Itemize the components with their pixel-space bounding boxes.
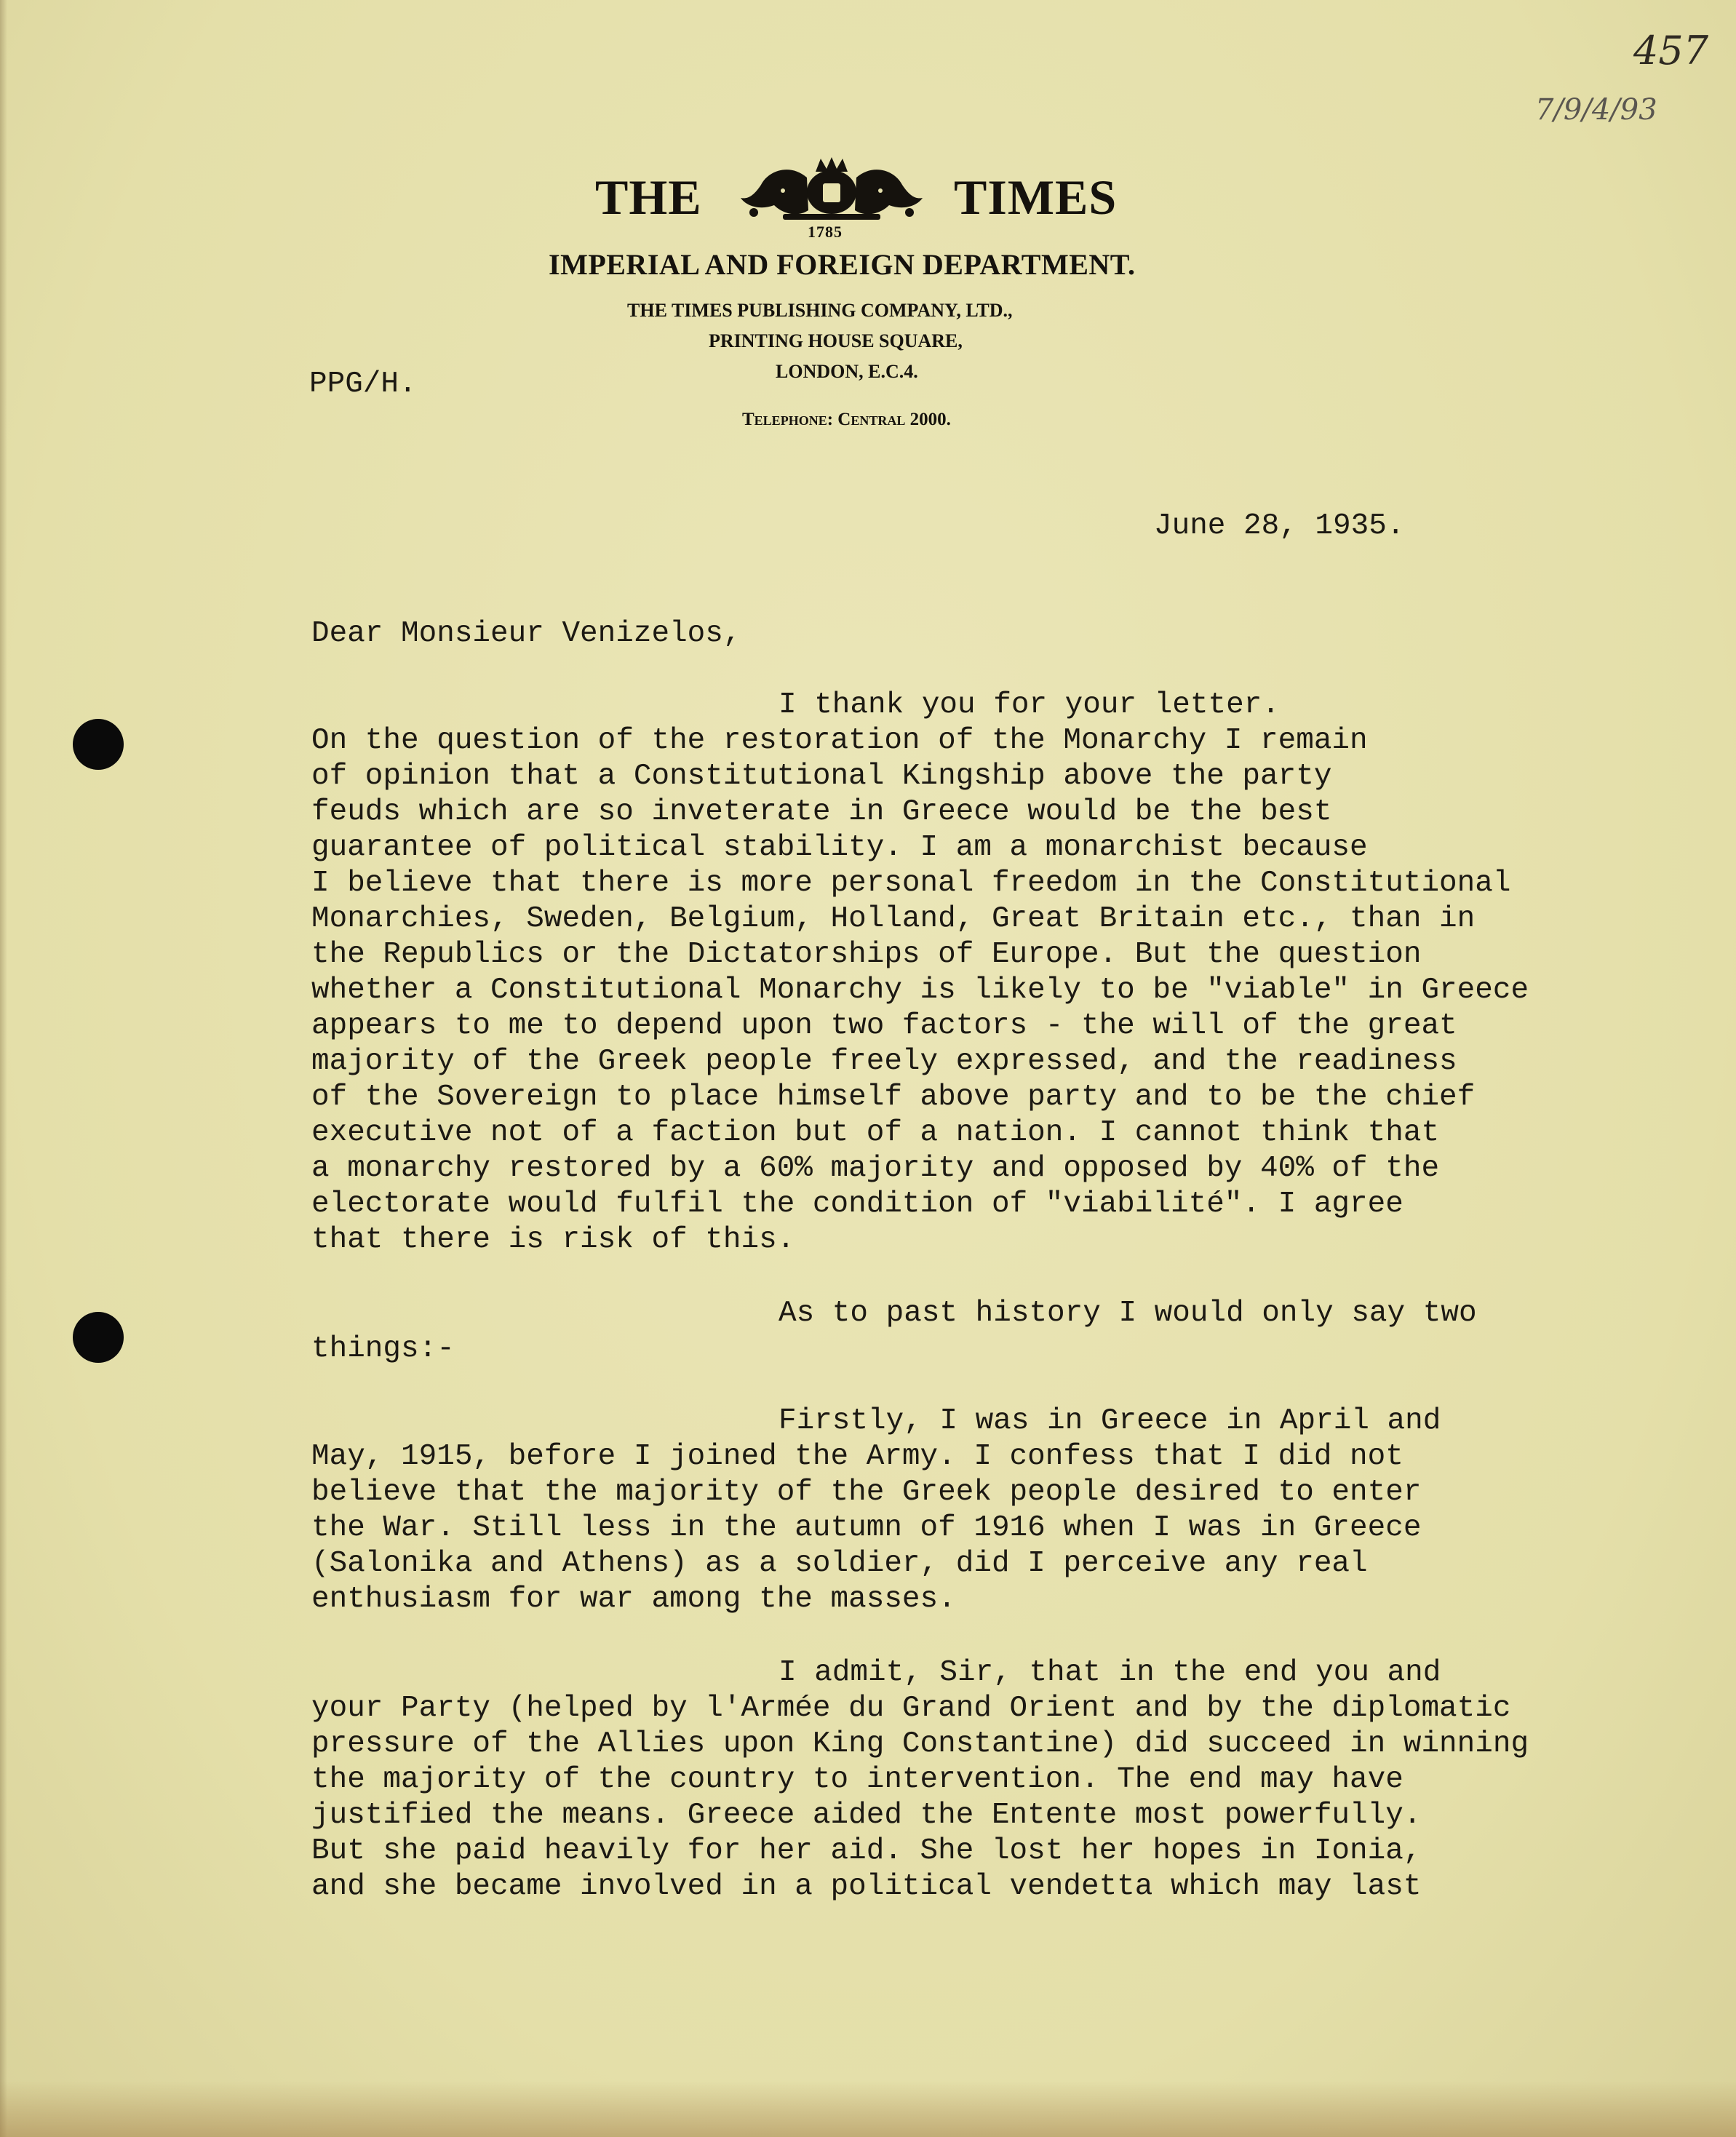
telephone-line: Telephone: Central 2000. — [742, 410, 951, 429]
address-line-1: THE TIMES PUBLISHING COMPANY, LTD., — [627, 300, 1013, 321]
punch-hole-top — [73, 719, 124, 770]
body-line: of the Sovereign to place himself above party and to be the chief — [311, 1081, 1476, 1114]
body-line: appears to me to depend upon two factors - the will of the great — [311, 1009, 1457, 1043]
body-line: believe that the majority of the Greek people desired to enter — [311, 1476, 1422, 1509]
masthead-the: THE — [595, 170, 702, 225]
body-line: But she paid heavily for her aid. She lost her hopes in Ionia, — [311, 1834, 1422, 1868]
body-line: of opinion that a Constitutional Kingship above the party — [311, 760, 1332, 793]
paper-bottom-stain — [0, 2081, 1736, 2137]
body-line: feuds which are so inveterate in Greece would be the best — [311, 795, 1332, 829]
body-line: majority of the Greek people freely expressed, and the readiness — [311, 1045, 1457, 1078]
body-line: May, 1915, before I joined the Army. I confess that I did not — [311, 1440, 1403, 1473]
body-line: the majority of the country to intervention. The end may have — [311, 1763, 1403, 1796]
salutation: Dear Monsieur Venizelos, — [311, 617, 741, 650]
body-line: On the question of the restoration of the Monarchy I remain — [311, 724, 1368, 757]
body-line: things:- — [311, 1332, 455, 1366]
body-line: Monarchies, Sweden, Belgium, Holland, Great Britain etc., than in — [311, 902, 1476, 936]
body-line: I thank you for your letter. — [779, 688, 1280, 722]
reference-code: PPG/H. — [309, 367, 417, 401]
folio-number: 457 — [1633, 28, 1709, 73]
body-line: pressure of the Allies upon King Constantine) did succeed in winning — [311, 1727, 1529, 1761]
body-line: As to past history I would only say two — [779, 1297, 1477, 1330]
body-line: justified the means. Greece aided the Entente most powerfully. — [311, 1799, 1422, 1832]
masthead-times: TIMES — [954, 170, 1118, 225]
body-line: a monarchy restored by a 60% majority and opposed by 40% of the — [311, 1152, 1440, 1185]
body-line: Firstly, I was in Greece in April and — [779, 1404, 1441, 1438]
body-line: executive not of a faction but of a nation. I cannot think that — [311, 1116, 1440, 1150]
body-line: that there is risk of this. — [311, 1223, 795, 1257]
address-line-3: LONDON, E.C.4. — [776, 361, 918, 382]
body-line: the Republics or the Dictatorships of Europe. But the question — [311, 938, 1422, 971]
body-line: (Salonika and Athens) as a soldier, did I perceive any real — [311, 1547, 1368, 1580]
body-line: I admit, Sir, that in the end you and — [779, 1656, 1441, 1690]
body-line: enthusiasm for war among the masses. — [311, 1583, 956, 1616]
body-line: the War. Still less in the autumn of 1916 when I was in Greece — [311, 1511, 1422, 1545]
address-line-2: PRINTING HOUSE SQUARE, — [709, 330, 963, 351]
body-line: your Party (helped by l'Armée du Grand Orient and by the diplomatic — [311, 1692, 1511, 1725]
royal-crest-icon — [739, 156, 924, 226]
punch-hole-bottom — [73, 1312, 124, 1363]
body-line: whether a Constitutional Monarchy is likely to be "viable" in Greece — [311, 974, 1529, 1007]
body-line: I believe that there is more personal freedom in the Constitutional — [311, 867, 1511, 900]
department-heading: IMPERIAL AND FOREIGN DEPARTMENT. — [549, 248, 1136, 281]
body-line: electorate would fulfil the condition of "viabilité". I agree — [311, 1187, 1403, 1221]
paper-edge-shadow — [0, 0, 7, 2137]
body-line: guarantee of political stability. I am a monarchist because — [311, 831, 1368, 864]
body-line: and she became involved in a political vendetta which may last — [311, 1870, 1422, 1903]
archive-reference: 7/9/4/93 — [1535, 93, 1657, 127]
letter-date: June 28, 1935. — [1154, 509, 1405, 543]
founding-year: 1785 — [808, 223, 843, 241]
